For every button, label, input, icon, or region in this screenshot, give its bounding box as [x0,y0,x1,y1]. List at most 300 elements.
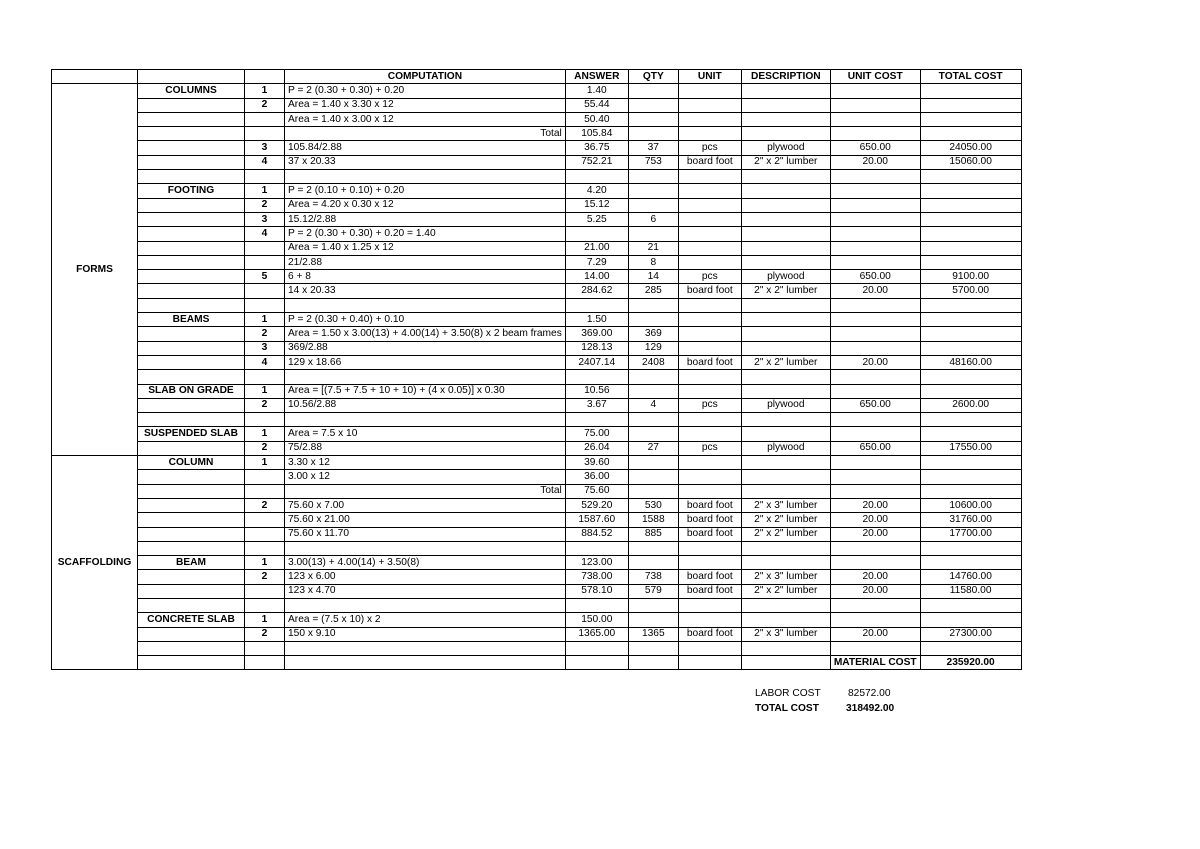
table-row [52,470,1022,484]
table-row [52,170,1022,184]
table-row [52,513,1022,527]
table-row [52,141,1022,155]
answer-cell: 128.13 [565,341,628,355]
step-cell [245,298,285,312]
unit-cell: board foot [678,570,741,584]
qty-cell: 285 [628,284,678,298]
computation-cell: 14 x 20.33 [285,284,566,298]
answer-cell: 14.00 [565,270,628,284]
unit-cell: board foot [678,584,741,598]
answer-cell [565,541,628,555]
qty-cell: 1588 [628,513,678,527]
unit-cost-cell [830,456,920,470]
unit-cost-cell: 20.00 [830,584,920,598]
unit-cost-cell [830,313,920,327]
total-cost-cell [920,327,1021,341]
description-cell: 2" x 3" lumber [741,627,830,641]
computation-cell: 105.84/2.88 [285,141,566,155]
unit-cost-cell: 20.00 [830,155,920,169]
item-cell [138,341,245,355]
computation-cell: 75/2.88 [285,441,566,455]
answer-cell: 7.29 [565,255,628,269]
qty-cell: 6 [628,212,678,226]
step-cell: 1 [245,456,285,470]
computation-cell: Area = 1.50 x 3.00(13) + 4.00(14) + 3.50(8) x 2 beam frames [285,327,566,341]
unit-cost-cell: 650.00 [830,270,920,284]
total-cost-cell [920,556,1021,570]
step-cell: 3 [245,212,285,226]
qty-cell [628,384,678,398]
unit-cost-cell [830,127,920,141]
description-cell [741,541,830,555]
answer-cell: 39.60 [565,456,628,470]
unit-cell [678,641,741,655]
description-cell [741,370,830,384]
computation-cell: 6 + 8 [285,270,566,284]
unit-cell: pcs [678,398,741,412]
item-cell [138,541,245,555]
computation-cell: 123 x 4.70 [285,584,566,598]
item-cell [138,598,245,612]
answer-cell: 15.12 [565,198,628,212]
labor-cost-label: LABOR COST [755,688,821,699]
header-row [52,70,1022,84]
qty-cell [628,298,678,312]
unit-cell [678,327,741,341]
unit-cell [678,341,741,355]
total-cost-cell [920,98,1021,112]
qty-cell [628,456,678,470]
answer-cell: 1365.00 [565,627,628,641]
unit-cell [678,484,741,498]
qty-cell: 530 [628,498,678,512]
unit-cost-cell [830,613,920,627]
computation-cell: 3.00(13) + 4.00(14) + 3.50(8) [285,556,566,570]
description-cell [741,84,830,98]
qty-cell [628,556,678,570]
qty-cell: 753 [628,155,678,169]
item-cell [138,141,245,155]
unit-cell [678,255,741,269]
total-cost-cell [920,127,1021,141]
total-cost-cell [920,384,1021,398]
unit-cost-cell [830,227,920,241]
unit-cell [678,413,741,427]
unit-cell [678,556,741,570]
description-cell: plywood [741,270,830,284]
item-cell [138,327,245,341]
unit-cost-cell: 20.00 [830,498,920,512]
group-label: FORMS [52,84,138,456]
unit-cell [678,184,741,198]
total-cost-cell: 24050.00 [920,141,1021,155]
qty-cell [628,470,678,484]
total-cost-cell [920,470,1021,484]
table-row [52,255,1022,269]
table-row [52,284,1022,298]
qty-cell [628,427,678,441]
table-row [52,112,1022,126]
item-cell [138,198,245,212]
table-row [52,541,1022,555]
unit-cell [678,198,741,212]
step-cell: 2 [245,98,285,112]
step-cell [245,112,285,126]
total-cost-cell [920,84,1021,98]
unit-cost-cell [830,641,920,655]
total-cost-cell [920,484,1021,498]
table-row [52,155,1022,169]
item-cell: BEAMS [138,313,245,327]
description-cell: plywood [741,141,830,155]
header-group [52,70,138,84]
unit-cost-cell [830,556,920,570]
answer-cell [565,170,628,184]
item-cell [138,627,245,641]
total-cost-cell: 2600.00 [920,398,1021,412]
item-cell [138,112,245,126]
item-cell [138,570,245,584]
qty-cell: 885 [628,527,678,541]
unit-cell [678,298,741,312]
table-row [52,498,1022,512]
step-cell [245,127,285,141]
unit-cost-cell: 20.00 [830,284,920,298]
qty-cell: 37 [628,141,678,155]
step-cell: 1 [245,427,285,441]
unit-cell [678,241,741,255]
item-cell [138,513,245,527]
description-cell [741,384,830,398]
step-cell: 3 [245,141,285,155]
qty-cell [628,656,678,670]
step-cell: 1 [245,384,285,398]
answer-cell: 123.00 [565,556,628,570]
item-cell: SLAB ON GRADE [138,384,245,398]
table-row [52,613,1022,627]
table-row [52,384,1022,398]
total-cost-cell [920,212,1021,226]
unit-cost-cell [830,413,920,427]
total-cost-cell: 9100.00 [920,270,1021,284]
table-row [52,84,1022,98]
unit-cell [678,170,741,184]
qty-cell [628,127,678,141]
total-cost-cell: 14760.00 [920,570,1021,584]
description-cell [741,313,830,327]
header-unit-cost: UNIT COST [830,70,920,84]
table-row [52,413,1022,427]
computation-cell: 150 x 9.10 [285,627,566,641]
total-cost-cell [920,241,1021,255]
qty-cell: 1365 [628,627,678,641]
description-cell [741,255,830,269]
unit-cell [678,541,741,555]
answer-cell: 50.40 [565,112,628,126]
answer-cell: 105.84 [565,127,628,141]
item-cell [138,98,245,112]
unit-cell [678,313,741,327]
answer-cell: 3.67 [565,398,628,412]
unit-cell [678,598,741,612]
header-answer: ANSWER [565,70,628,84]
computation-cell: Total [285,484,566,498]
unit-cost-cell [830,470,920,484]
item-cell [138,298,245,312]
item-cell [138,656,245,670]
total-cost-cell: 11580.00 [920,584,1021,598]
step-cell [245,598,285,612]
step-cell [245,584,285,598]
table-row [52,598,1022,612]
qty-cell [628,641,678,655]
description-cell [741,556,830,570]
step-cell: 2 [245,627,285,641]
unit-cell [678,427,741,441]
total-cost-cell [920,456,1021,470]
step-cell: 3 [245,341,285,355]
description-cell [741,427,830,441]
unit-cost-cell [830,212,920,226]
qty-cell: 738 [628,570,678,584]
computation-cell: 3.00 x 12 [285,470,566,484]
header-item [138,70,245,84]
qty-cell: 129 [628,341,678,355]
computation-cell: Area = 1.40 x 1.25 x 12 [285,241,566,255]
unit-cost-cell [830,598,920,612]
qty-cell: 8 [628,255,678,269]
unit-cell: board foot [678,155,741,169]
table-row [52,641,1022,655]
step-cell: 1 [245,84,285,98]
qty-cell: 579 [628,584,678,598]
step-cell [245,170,285,184]
table-row [52,198,1022,212]
answer-cell: 2407.14 [565,355,628,369]
answer-cell [565,227,628,241]
step-cell [245,413,285,427]
total-cost-cell [920,298,1021,312]
description-cell [741,327,830,341]
computation-cell: 37 x 20.33 [285,155,566,169]
step-cell [245,656,285,670]
unit-cost-cell: 20.00 [830,570,920,584]
unit-cell: board foot [678,513,741,527]
step-cell: 2 [245,441,285,455]
total-cost-cell: 17700.00 [920,527,1021,541]
computation-cell: 123 x 6.00 [285,570,566,584]
item-cell [138,398,245,412]
description-cell: 2" x 2" lumber [741,513,830,527]
total-cost-cell [920,112,1021,126]
computation-cell: Area = 4.20 x 0.30 x 12 [285,198,566,212]
unit-cell: board foot [678,355,741,369]
answer-cell: 5.25 [565,212,628,226]
table-row [52,427,1022,441]
answer-cell [565,413,628,427]
answer-cell [565,370,628,384]
item-cell: SUSPENDED SLAB [138,427,245,441]
step-cell [245,255,285,269]
qty-cell [628,541,678,555]
description-cell [741,613,830,627]
unit-cost-cell [830,384,920,398]
computation-cell: 10.56/2.88 [285,398,566,412]
unit-cell [678,470,741,484]
item-cell: BEAM [138,556,245,570]
unit-cell: board foot [678,627,741,641]
table-row [52,441,1022,455]
description-cell [741,127,830,141]
answer-cell: 75.60 [565,484,628,498]
computation-cell: 129 x 18.66 [285,355,566,369]
table-row [52,370,1022,384]
qty-cell: 2408 [628,355,678,369]
total-cost-cell: 5700.00 [920,284,1021,298]
qty-cell [628,98,678,112]
step-cell [245,641,285,655]
unit-cell [678,98,741,112]
qty-cell: 21 [628,241,678,255]
description-cell [741,484,830,498]
unit-cost-cell [830,241,920,255]
description-cell: plywood [741,441,830,455]
table-row [52,398,1022,412]
description-cell [741,212,830,226]
item-cell [138,212,245,226]
answer-cell: 529.20 [565,498,628,512]
description-cell [741,170,830,184]
unit-cell: pcs [678,270,741,284]
table-row [52,656,1022,670]
total-cost-cell: 15060.00 [920,155,1021,169]
computation-cell [285,541,566,555]
answer-cell: 1.50 [565,313,628,327]
step-cell: 2 [245,327,285,341]
step-cell: 2 [245,498,285,512]
step-cell: 1 [245,613,285,627]
step-cell: 2 [245,398,285,412]
table-row [52,327,1022,341]
qty-cell [628,613,678,627]
table-row [52,127,1022,141]
group-label: SCAFFOLDING [52,456,138,670]
computation-cell: 369/2.88 [285,341,566,355]
total-cost-cell: 31760.00 [920,513,1021,527]
item-cell [138,470,245,484]
description-cell: 2" x 3" lumber [741,570,830,584]
qty-cell: 4 [628,398,678,412]
computation-cell [285,170,566,184]
computation-cell [285,598,566,612]
description-cell [741,413,830,427]
unit-cost-cell [830,427,920,441]
computation-cell [285,413,566,427]
total-cost-label: TOTAL COST [755,703,819,714]
item-cell [138,441,245,455]
computation-cell [285,656,566,670]
qty-cell [628,370,678,384]
item-cell: FOOTING [138,184,245,198]
unit-cell: pcs [678,141,741,155]
unit-cell [678,84,741,98]
step-cell [245,284,285,298]
step-cell: 2 [245,198,285,212]
total-cost-cell [920,170,1021,184]
step-cell: 2 [245,570,285,584]
description-cell [741,184,830,198]
answer-cell: 369.00 [565,327,628,341]
qty-cell [628,184,678,198]
item-cell [138,270,245,284]
unit-cost-cell [830,98,920,112]
description-cell [741,598,830,612]
answer-cell: 284.62 [565,284,628,298]
item-cell [138,227,245,241]
step-cell: 4 [245,227,285,241]
answer-cell: 10.56 [565,384,628,398]
computation-cell: Area = [(7.5 + 7.5 + 10 + 10) + (4 x 0.05)] x 0.30 [285,384,566,398]
qty-cell: 369 [628,327,678,341]
table-row [52,241,1022,255]
qty-cell: 14 [628,270,678,284]
qty-cell [628,484,678,498]
header-total-cost: TOTAL COST [920,70,1021,84]
computation-cell: P = 2 (0.30 + 0.30) + 0.20 = 1.40 [285,227,566,241]
description-cell [741,341,830,355]
item-cell [138,170,245,184]
item-cell [138,255,245,269]
table-row [52,298,1022,312]
qty-cell [628,198,678,212]
unit-cost-cell [830,255,920,269]
description-cell: 2" x 2" lumber [741,355,830,369]
header-description: DESCRIPTION [741,70,830,84]
item-cell [138,584,245,598]
item-cell [138,527,245,541]
labor-cost-value: 82572.00 [848,688,891,699]
description-cell: 2" x 3" lumber [741,498,830,512]
description-cell [741,227,830,241]
answer-cell: 36.00 [565,470,628,484]
answer-cell: 36.75 [565,141,628,155]
unit-cell [678,127,741,141]
unit-cell [678,384,741,398]
step-cell [245,370,285,384]
qty-cell [628,227,678,241]
unit-cell [678,227,741,241]
description-cell: 2" x 2" lumber [741,584,830,598]
computation-cell: P = 2 (0.30 + 0.40) + 0.10 [285,313,566,327]
step-cell: 1 [245,184,285,198]
unit-cost-cell: 650.00 [830,141,920,155]
total-cost-value: 318492.00 [846,703,895,714]
description-cell [741,641,830,655]
description-cell [741,241,830,255]
item-cell: COLUMNS [138,84,245,98]
table-row [52,313,1022,327]
table-row [52,570,1022,584]
table-row [52,484,1022,498]
table-row [52,355,1022,369]
computation-cell: Total [285,127,566,141]
header-step [245,70,285,84]
unit-cost-cell: 650.00 [830,398,920,412]
total-cost-cell [920,255,1021,269]
step-cell: 4 [245,355,285,369]
item-cell [138,641,245,655]
computation-cell [285,641,566,655]
